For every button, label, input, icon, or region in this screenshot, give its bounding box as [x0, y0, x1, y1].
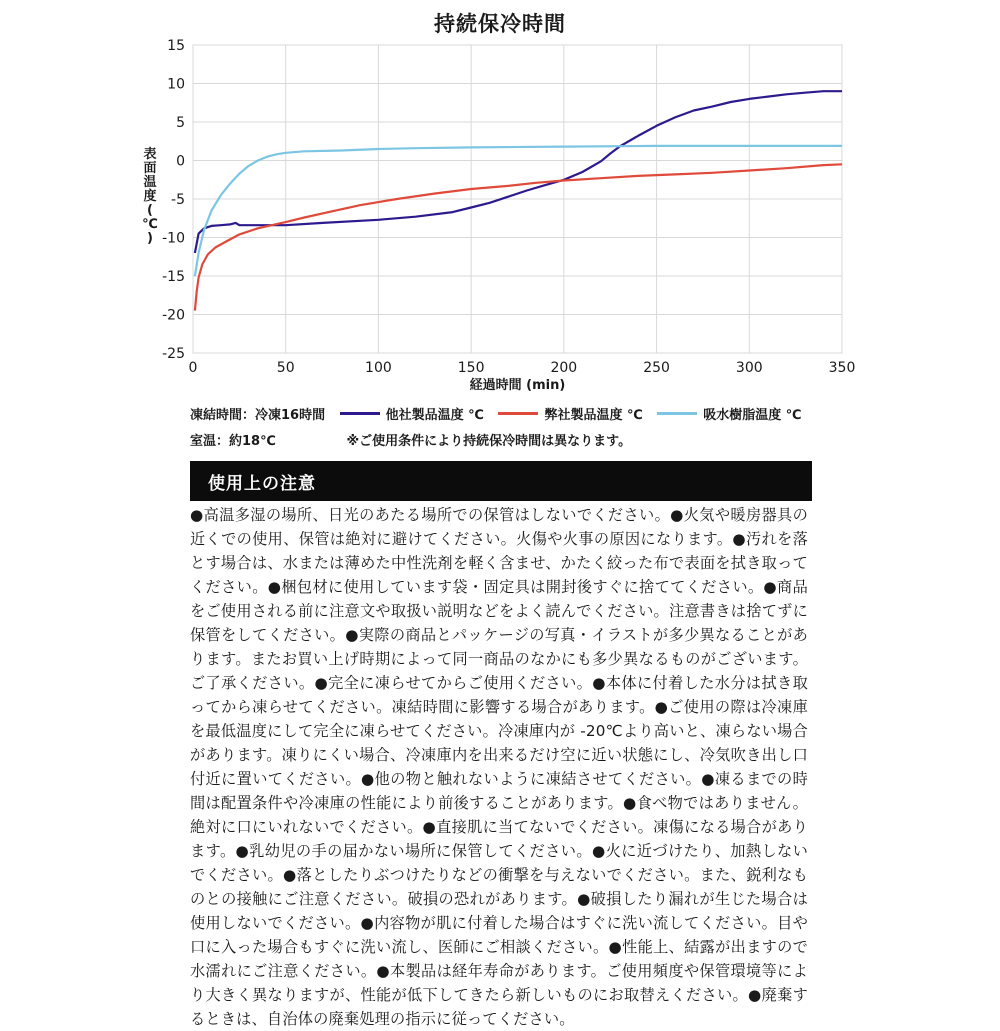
- notice-title: 使用上の注意: [208, 474, 316, 494]
- legend-swatch-0: [340, 412, 380, 415]
- x-tick-label: 300: [735, 360, 763, 376]
- legend-swatch-1: [498, 412, 538, 415]
- y-axis-label-char: 温: [143, 175, 157, 190]
- x-tick-label: 100: [365, 360, 392, 376]
- y-axis-label-char: (: [147, 203, 153, 218]
- y-tick-label: -20: [162, 307, 185, 324]
- y-tick-label: -15: [162, 269, 185, 285]
- y-axis-label-char: 度: [143, 189, 157, 204]
- legend-row-2: [190, 430, 631, 449]
- x-tick-label: 50: [276, 360, 295, 376]
- x-tick-label: 0: [188, 360, 198, 376]
- y-axis-label-char: 面: [143, 161, 157, 176]
- chart-title: 持続保冷時間: [434, 12, 566, 36]
- x-tick-label: 250: [643, 360, 670, 376]
- y-axis-label-char: ℃: [142, 217, 158, 232]
- y-axis-label-char: ): [147, 231, 153, 246]
- x-tick-label: 150: [457, 360, 485, 376]
- notice-header: [190, 461, 812, 501]
- x-tick-label: 200: [550, 360, 578, 376]
- condition-note: ※ご使用条件により持続保冷時間は異なります。: [346, 434, 632, 449]
- y-tick-label: 5: [176, 115, 185, 131]
- legend-row-1: [190, 404, 812, 423]
- y-axis-label-char: 表: [143, 147, 157, 162]
- series-line-2: [195, 146, 842, 276]
- x-axis-label: 経過時間 (min): [469, 378, 566, 393]
- legend-label-2: 吸水樹脂温度 ℃: [703, 408, 802, 423]
- y-tick-label: 15: [167, 38, 185, 54]
- legend-label-1: 弊社製品温度 ℃: [544, 408, 643, 423]
- chart-plot: [0, 0, 1000, 460]
- legend-swatch-2: [657, 412, 697, 415]
- room-temp-label: 室温：約18℃: [190, 434, 276, 449]
- y-tick-label: 10: [167, 76, 185, 93]
- notice-body: ●高温多湿の場所、日光のあたる場所での保管はしないでください。●火気や暖房器具の近くでの使用、保管は絶対に避けてください。火傷や火事の原因になります。●汚れを落とす場合は、水または薄めた中性洗剤を軽く含ませ、かたく絞った布で表面を拭き取ってください。●梱包材に使用しています袋・固定具は開封後すぐに捨ててください。●商品をご使用される前に注意文や取扱い説明などをよく読んでください。注意書きは捨てずに保管をしてください。●実際の商品とパッケージの写真・イラストが多少異なることがあります。またお買い上げ時期によって同一商品のなかにも多少異なるものがございます。ご了承ください。●完全に凍らせてからご使用ください。●本体に付着した水分は拭き取ってから凍らせてください。凍結時間に影響する場合があります。●ご使用の際は冷凍庫を最低温度にして完全に凍らせてください。冷凍庫内が -20℃より高いと、凍らない場合があります。凍りにくい場合、冷凍庫内を出来るだけ空に近い状態にし、冷気吹き出し口付近に置いてください。●他の物と触れないように凍結させてください。●凍るまでの時間は配置条件や冷凍庫の性能により前後することがあります。●食べ物ではありません。絶対に口にいれないでください。●直接肌に当てないでください。凍傷になる場合があります。●乳幼児の手の届かない場所に保管してください。●火に近づけたり、加熱しないでください。●落としたりぶつけたりなどの衝撃を与えないでください。また、鋭利なものとの接触にご注意ください。破損の恐れがあります。●破損したり漏れが生じた場合は使用しないでください。●内容物が肌に付着した場合はすぐに洗い流してください。目や口に入った場合もすぐに洗い流し、医師にご相談ください。●性能上、結露が出ますので水濡れにご注意ください。●本製品は経年寿命があります。ご使用頻度や保管環境等により大きく異なりますが、性能が低下してきたら新しいものにお取替えください。●廃棄するときは、自治体の廃棄処理の指示に従ってください。: [190, 506, 808, 1028]
- freeze-time-label: 凍結時間：冷凍16時間: [190, 408, 326, 423]
- y-tick-label: -25: [162, 346, 185, 362]
- x-tick-label: 350: [828, 360, 856, 376]
- legend-label-0: 他社製品温度 ℃: [385, 408, 484, 423]
- series-line-0: [195, 91, 842, 253]
- y-tick-label: 0: [176, 153, 185, 170]
- y-tick-label: -5: [171, 192, 185, 208]
- y-tick-label: -10: [162, 230, 185, 247]
